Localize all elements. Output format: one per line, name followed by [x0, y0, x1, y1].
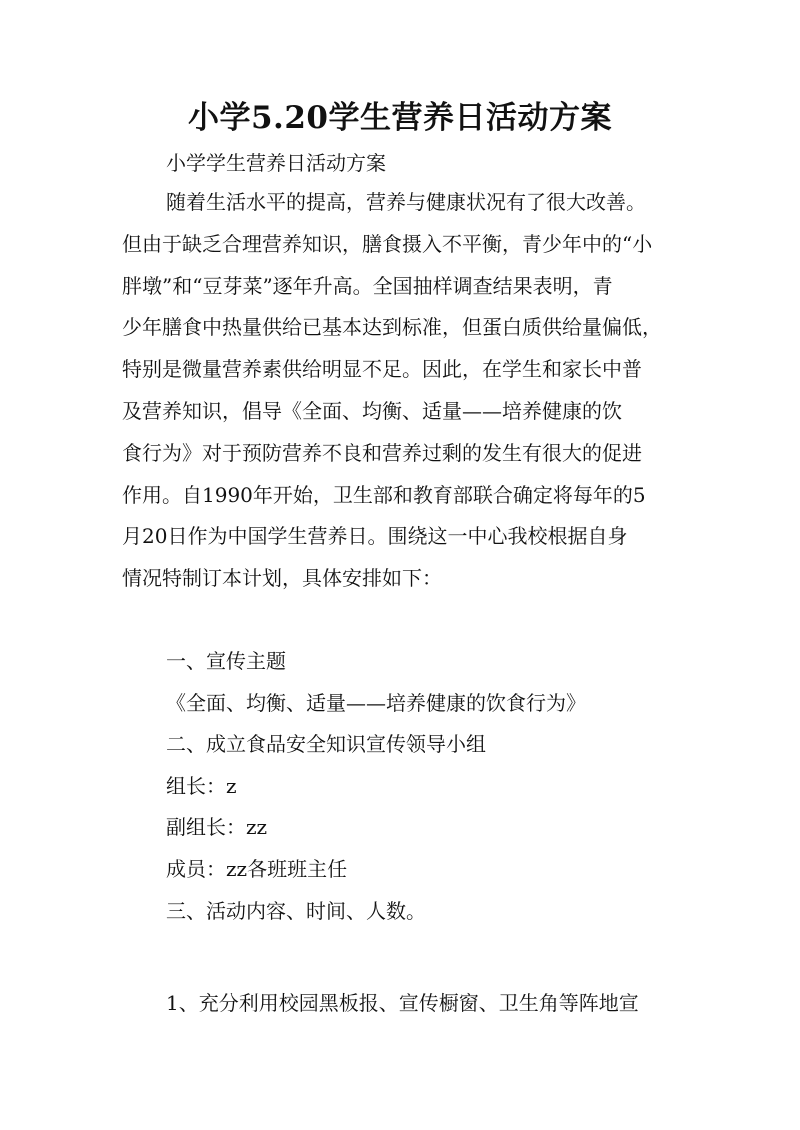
section-heading-theme: 一、宣传主题: [166, 649, 286, 673]
paragraph-line: 食行为》对于预防营养不良和营养过剩的发生有很大的促进: [122, 440, 642, 465]
group-members: 成员：zz各班班主任: [166, 856, 348, 881]
paragraph-line: 情况特制订本计划，具体安排如下：: [122, 566, 442, 591]
paragraph-line: 随着生活水平的提高，营养与健康状况有了很大改善。: [166, 190, 646, 214]
intro-paragraph: [122, 182, 702, 600]
paragraph-line: 胖墩”和“豆芽菜”逐年升高。全国抽样调查结果表明，青: [122, 273, 613, 298]
paragraph-line: 特别是微量营养素供给明显不足。因此，在学生和家长中普: [122, 357, 642, 382]
section-heading-activities: 三、活动内容、时间、人数。: [166, 898, 426, 923]
section-heading-group: 二、成立食品安全知识宣传领导小组: [166, 732, 486, 757]
plan-items: [166, 641, 586, 932]
group-leader: 组长：z: [166, 773, 237, 798]
paragraph-line: 月20日作为中国学生营养日。围绕这一中心我校根据自身: [122, 524, 628, 549]
paragraph-line: 作用。自1990年开始，卫生部和教育部联合确定将每年的5: [122, 482, 646, 507]
activity-item-1: 1、充分利用校园黑板报、宣传橱窗、卫生角等阵地宣: [166, 991, 639, 1015]
paragraph-line: 少年膳食中热量供给已基本达到标准，但蛋白质供给量偏低，: [122, 315, 662, 340]
page-title: 小学5.20学生营养日活动方案: [187, 100, 612, 136]
paragraph-line: 及营养知识，倡导《全面、均衡、适量——培养健康的饮: [122, 398, 622, 423]
page-subtitle: 小学学生营养日活动方案: [166, 151, 386, 175]
theme-text: 《全面、均衡、适量——培养健康的饮食行为》: [166, 690, 586, 715]
paragraph-line: 但由于缺乏合理营养知识，膳食摄入不平衡，青少年中的“小: [122, 231, 653, 256]
group-deputy-leader: 副组长：zz: [166, 815, 268, 840]
